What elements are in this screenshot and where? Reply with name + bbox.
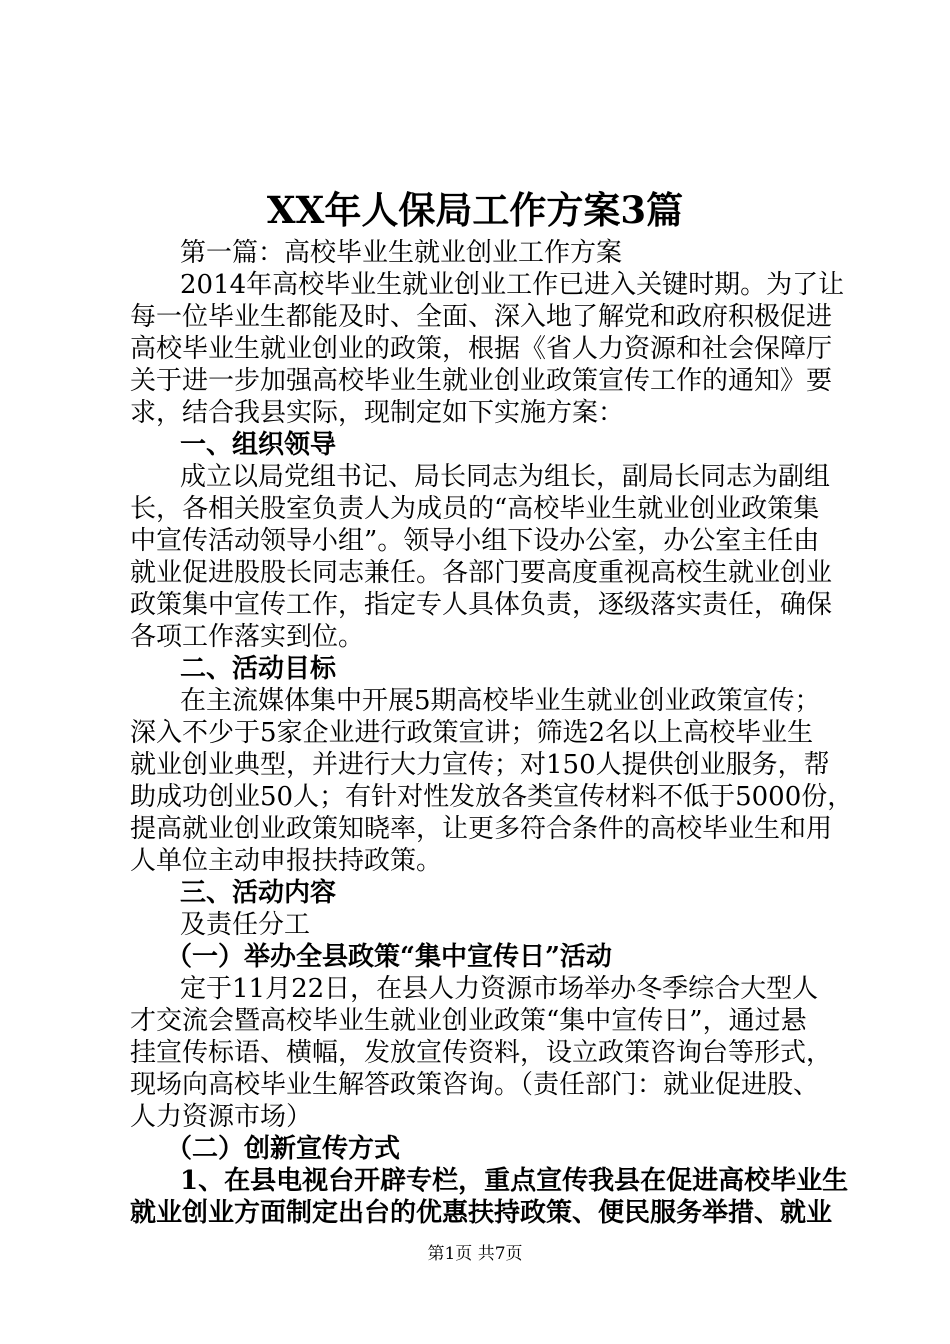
subheading-innovation: （二）创新宣传方式 (166, 1134, 401, 1164)
paragraph-line: 成立以局党组书记、局长同志为组长，副局长同志为副组 (180, 462, 831, 492)
paragraph-line: 在主流媒体集中开展5期高校毕业生就业创业政策宣传； (180, 686, 821, 716)
paragraph-line: 高校毕业生就业创业的政策，根据《省人力资源和社会保障厅 (130, 334, 833, 364)
paragraph-line: 2014年高校毕业生就业创业工作已进入关键时期。为了让 (180, 270, 845, 300)
paragraph-line: 才交流会暨高校毕业生就业创业政策“集中宣传日”，通过悬 (130, 1006, 807, 1036)
paragraph-line: 提高就业创业政策知晓率，让更多符合条件的高校毕业生和用 (130, 814, 833, 844)
paragraph-line: 各项工作落实到位。 (130, 622, 365, 652)
paragraph-line: 助成功创业50人；有针对性发放各类宣传材料不低于5000份， (130, 782, 854, 812)
paragraph-line: 每一位毕业生都能及时、全面、深入地了解党和政府积极促进 (130, 302, 833, 332)
section-heading-part-one: 第一篇：高校毕业生就业创业工作方案 (180, 238, 623, 268)
document-title: XX年人保局工作方案3篇 (266, 188, 684, 232)
page-number: 第1页 共7页 (427, 1244, 523, 1264)
paragraph-line: 就业创业方面制定出台的优惠扶持政策、便民服务举措、就业 (130, 1198, 833, 1228)
heading-goals: 二、活动目标 (180, 654, 337, 684)
paragraph-line: 长，各相关股室负责人为成员的“高校毕业生就业创业政策集 (130, 494, 820, 524)
paragraph-line: 求，结合我县实际，现制定如下实施方案： (130, 398, 625, 428)
heading-activities: 三、活动内容 (180, 878, 337, 908)
paragraph-line: 定于11月22日，在县人力资源市场举办冬季综合大型人 (180, 974, 819, 1004)
paragraph-line: 人单位主动申报扶持政策。 (130, 846, 443, 876)
heading-organization: 一、组织领导 (180, 430, 337, 460)
paragraph-line: 就业促进股股长同志兼任。各部门要高度重视高校生就业创业 (130, 558, 833, 588)
paragraph-line: 现场向高校毕业生解答政策咨询。（责任部门：就业促进股、 (130, 1070, 820, 1100)
paragraph-line: 及责任分工 (180, 910, 311, 940)
paragraph-line: 就业创业典型，并进行大力宣传；对150人提供创业服务，帮 (130, 750, 830, 780)
paragraph-line: 中宣传活动领导小组”。领导小组下设办公室，办公室主任由 (130, 526, 820, 556)
paragraph-line: 深入不少于5家企业进行政策宣讲；筛选2名以上高校毕业生 (130, 718, 814, 748)
paragraph-line: 人力资源市场） (130, 1102, 313, 1132)
paragraph-line: 挂宣传标语、横幅，发放宣传资料，设立政策咨询台等形式， (130, 1038, 833, 1068)
paragraph-line: 1、在县电视台开辟专栏，重点宣传我县在促进高校毕业生 (180, 1166, 849, 1196)
paragraph-line: 关于进一步加强高校毕业生就业创业政策宣传工作的通知》要 (130, 366, 833, 396)
paragraph-line: 政策集中宣传工作，指定专人具体负责，逐级落实责任，确保 (130, 590, 833, 620)
subheading-publicity-day: （一）举办全县政策“集中宣传日”活动 (166, 942, 612, 972)
